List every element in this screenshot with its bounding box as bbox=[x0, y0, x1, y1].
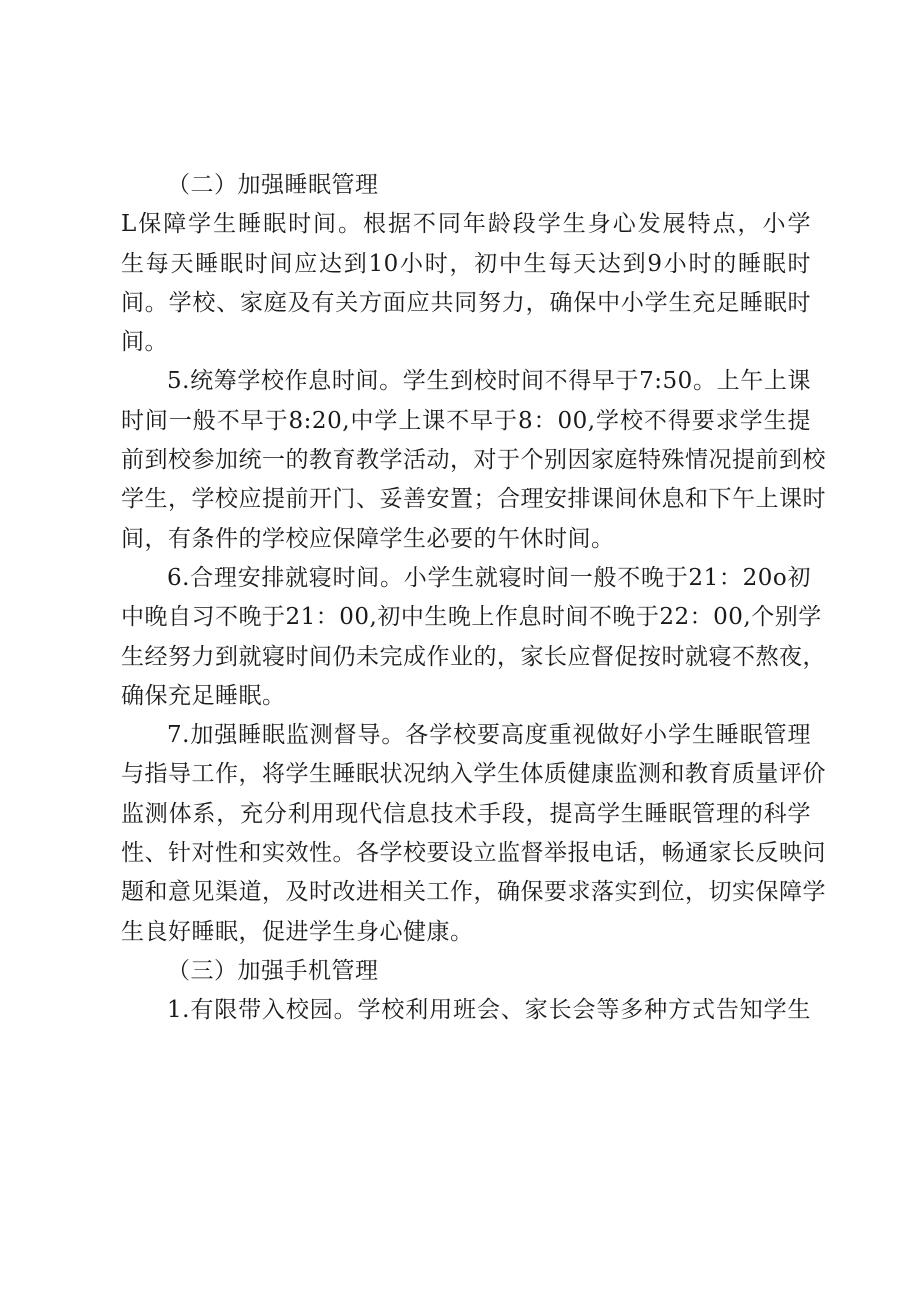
paragraph-line: 时间一般不早于8:20,中学上课不早于8：00,学校不得要求学生提 bbox=[121, 407, 811, 434]
paragraph-line: 5.统筹学校作息时间。学生到校时间不得早于7:50。上午上课 bbox=[167, 368, 811, 395]
section-heading-phone: （三）加强手机管理 bbox=[167, 957, 379, 984]
paragraph-line: 性、针对性和实效性。各学校要设立监督举报电话，畅通家长反映问 bbox=[121, 840, 826, 867]
paragraph-line: 1.有限带入校园。学校利用班会、家长会等多种方式告知学生 bbox=[167, 997, 811, 1024]
paragraph-line: 6.合理安排就寝时间。小学生就寝时间一般不晚于21：20o初 bbox=[167, 564, 811, 591]
paragraph-school-schedule bbox=[121, 362, 826, 558]
paragraph-sleep-time bbox=[121, 205, 811, 362]
paragraph-line: 中晚自习不晚于21：00,初中生晚上作息时间不晚于22：00,个别学 bbox=[121, 604, 822, 631]
paragraph-line: 生每天睡眠时间应达到10小时，初中生每天达到9小时的睡眠时 bbox=[121, 250, 811, 277]
paragraph-line: 题和意见渠道，及时改进相关工作，确保要求落实到位，切实保障学 bbox=[121, 879, 826, 906]
paragraph-line: 7.加强睡眠监测督导。各学校要高度重视做好小学生睡眠管理 bbox=[167, 722, 811, 749]
paragraph-phone-campus bbox=[121, 991, 811, 1030]
section-heading-sleep: （二）加强睡眠管理 bbox=[167, 172, 379, 198]
paragraph-line: 生经努力到就寝时间仍未完成作业的，家长应督促按时就寝不熬夜， bbox=[121, 643, 826, 670]
paragraph-line: 监测体系，充分利用现代信息技术手段，提高学生睡眠管理的科学 bbox=[121, 800, 811, 827]
paragraph-line: 生良好睡眠，促进学生身心健康。 bbox=[121, 918, 474, 945]
paragraph-bedtime bbox=[121, 559, 826, 716]
paragraph-line: 间。 bbox=[121, 329, 168, 356]
paragraph-sleep-monitoring bbox=[121, 716, 826, 952]
paragraph-line: L保障学生睡眠时间。根据不同年龄段学生身心发展特点，小学 bbox=[121, 211, 811, 238]
paragraph-line: 间。学校、家庭及有关方面应共同努力，确保中小学生充足睡眠时 bbox=[121, 289, 811, 316]
paragraph-line: 确保充足睡眠。 bbox=[121, 682, 286, 709]
paragraph-line: 与指导工作，将学生睡眠状况纳入学生体质健康监测和教育质量评价 bbox=[121, 761, 826, 788]
paragraph-line: 间，有条件的学校应保障学生必要的午休时间。 bbox=[121, 525, 615, 552]
paragraph-line: 学生，学校应提前开门、妥善安置；合理安排课间休息和下午上课时 bbox=[121, 486, 826, 513]
paragraph-line: 前到校参加统一的教育教学活动，对于个别因家庭特殊情况提前到校 bbox=[121, 447, 826, 474]
document-page bbox=[121, 166, 826, 1031]
